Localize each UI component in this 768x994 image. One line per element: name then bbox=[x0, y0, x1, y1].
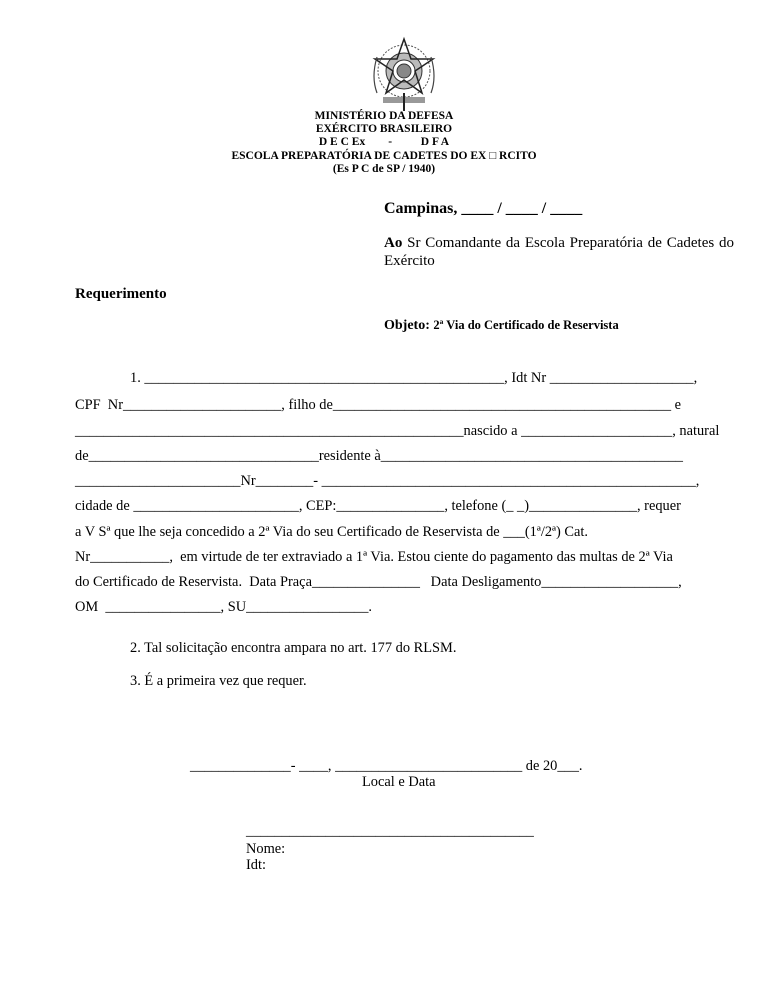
item-2: 2. Tal solicitação encontra ampara no art. 177 do RLSM. bbox=[130, 640, 457, 656]
place-date-line: ______________- ____, __________________________ de 20___. bbox=[190, 758, 583, 774]
body-line: Nr___________, em virtude de ter extraviado a 1ª Via. Estou ciente do pagamento das multas de 2ª Via bbox=[75, 549, 673, 565]
body-line: OM ________________, SU_________________. bbox=[75, 599, 373, 615]
idt-label: Idt: bbox=[246, 857, 266, 873]
addressee-block bbox=[384, 234, 734, 270]
addressee-prefix: Ao bbox=[384, 235, 403, 251]
date-line: Campinas, ____ / ____ / ____ bbox=[384, 200, 583, 217]
objeto-line bbox=[384, 318, 619, 334]
header-ministry: MINISTÉRIO DA DEFESA bbox=[314, 110, 454, 122]
header-department: D E C Ex - D F A bbox=[318, 136, 450, 148]
body-line: 1. __________________________________________________, Idt Nr ____________________, bbox=[130, 370, 698, 386]
coat-of-arms-emblem bbox=[363, 33, 445, 113]
item-3: 3. É a primeira vez que requer. bbox=[130, 673, 307, 689]
body-line: do Certificado de Reservista. Data Praça_______________ Data Desligamento___________________, bbox=[75, 574, 682, 590]
body-line: cidade de _______________________, CEP:_______________, telefone (_ _)_______________, requer bbox=[75, 498, 681, 514]
addressee-text: Sr Comandante da Escola Preparatória de Cadetes do Exército bbox=[384, 235, 735, 269]
body-line: ______________________________________________________nascido a _____________________, natural bbox=[75, 423, 720, 439]
body-line: de________________________________residente à__________________________________________ bbox=[75, 448, 683, 464]
body-line: _______________________Nr________- ____________________________________________________, bbox=[75, 473, 700, 489]
header-school-abbrev: (Es P C de SP / 1940) bbox=[332, 163, 436, 175]
objeto-label: Objeto: bbox=[384, 318, 430, 333]
header-army: EXÉRCITO BRASILEIRO bbox=[315, 123, 453, 135]
document-title: Requerimento bbox=[75, 286, 167, 302]
name-label: Nome: bbox=[246, 841, 286, 857]
body-line: CPF Nr______________________, filho de_______________________________________________ e bbox=[75, 397, 682, 413]
place-date-caption: Local e Data bbox=[362, 774, 436, 790]
header-school: ESCOLA PREPARATÓRIA DE CADETES DO EX □ RCITO bbox=[231, 150, 537, 162]
signature-rule: ________________________________________ bbox=[246, 823, 534, 839]
body-line: a V Sª que lhe seja concedido a 2ª Via do seu Certificado de Reservista de ___(1ª/2ª) Cat. bbox=[75, 524, 588, 540]
objeto-text: 2ª Via do Certificado de Reservista bbox=[433, 318, 619, 332]
